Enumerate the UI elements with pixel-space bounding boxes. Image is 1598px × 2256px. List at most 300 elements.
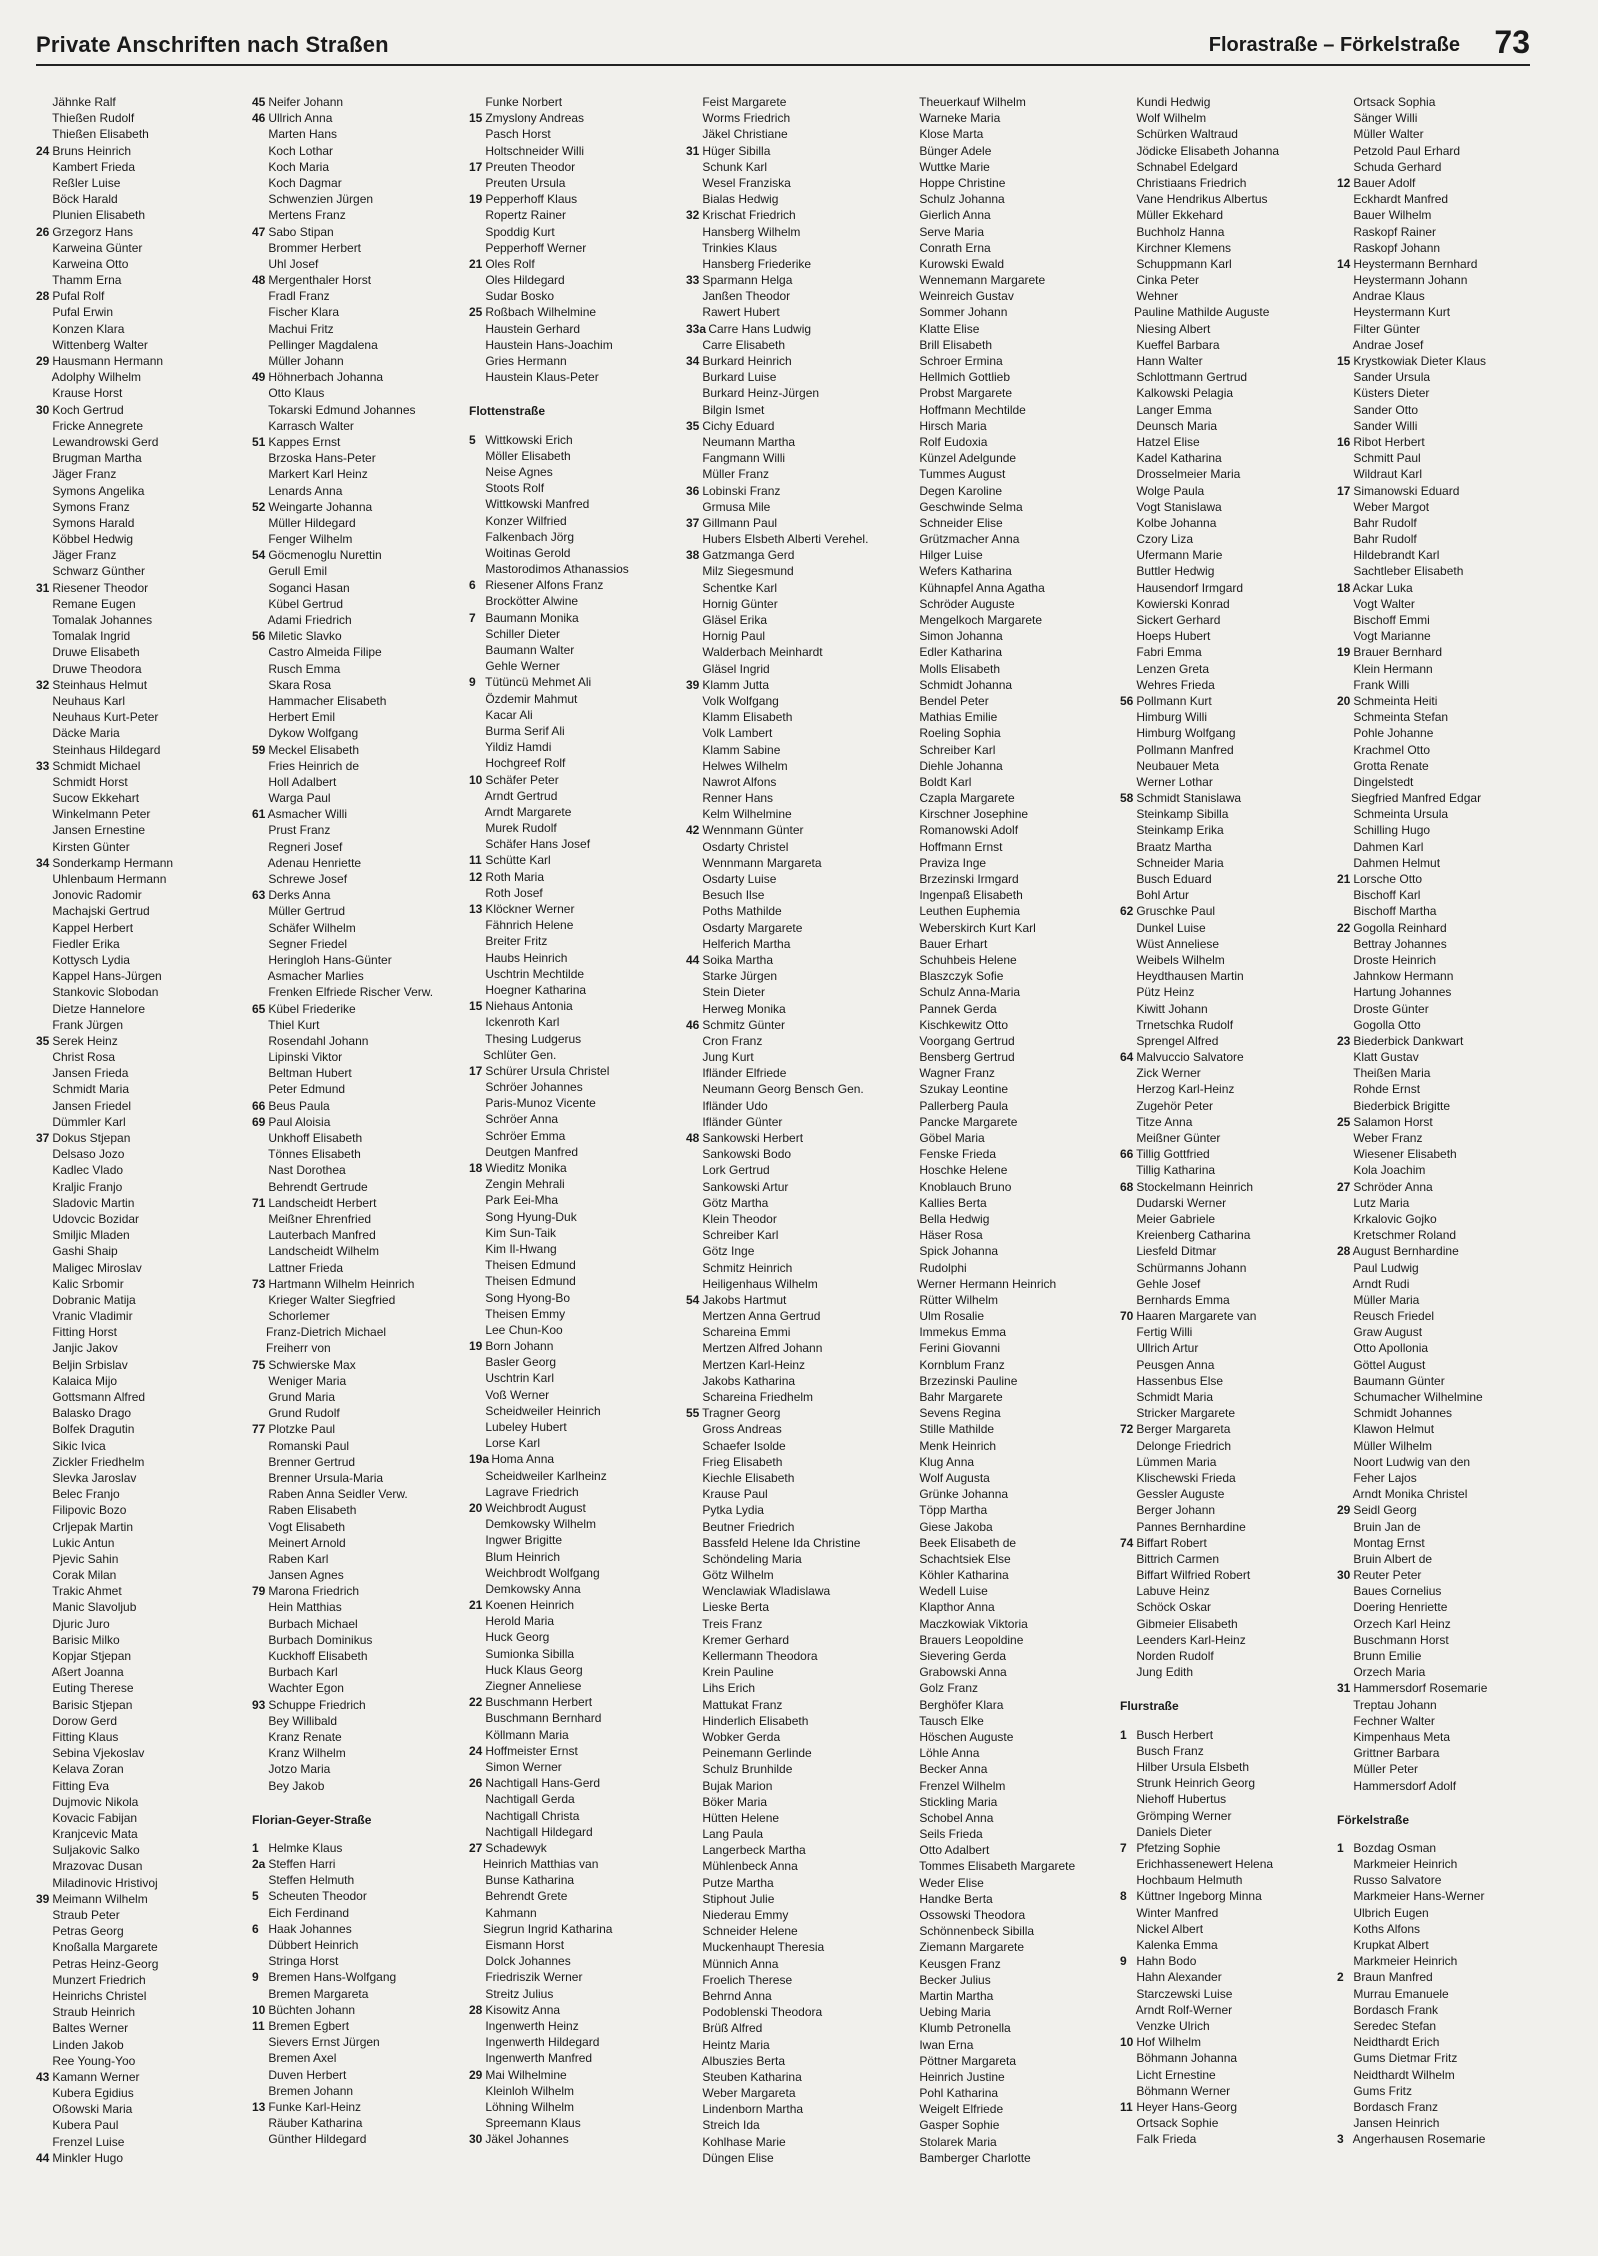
address-entry: [1337, 774, 1549, 790]
resident-name: Woitinas Gerold: [482, 545, 571, 560]
address-entry: [686, 839, 898, 855]
address-entry: [686, 1972, 898, 1988]
address-entry: [36, 1470, 248, 1486]
resident-name: Arndt Rudi: [1350, 1276, 1410, 1291]
resident-name: Bauer Adolf: [1350, 175, 1416, 190]
address-entry: [1337, 725, 1549, 741]
resident-name: Kallies Berta: [916, 1195, 987, 1210]
resident-name: Wesel Franziska: [699, 175, 791, 190]
resident-name: Hoeps Hubert: [1133, 629, 1211, 644]
address-entry: [686, 1405, 898, 1421]
address-entry: [686, 94, 898, 110]
address-entry: [903, 806, 1115, 822]
address-entry: [1337, 1033, 1549, 1049]
address-entry: [1337, 1616, 1549, 1632]
resident-name: Schuhbeis Helene: [916, 952, 1017, 967]
address-entry: [36, 418, 248, 434]
address-entry: [36, 806, 248, 822]
address-entry: [36, 353, 248, 369]
address-entry: [686, 1778, 898, 1794]
address-entry: [1337, 304, 1549, 320]
address-entry: [686, 1081, 898, 1097]
resident-name: Bremen Axel: [265, 2051, 337, 2066]
resident-name: Lindenborn Martha: [699, 2102, 804, 2117]
address-entry: [1337, 742, 1549, 758]
resident-name: Burma Serif Ali: [482, 723, 565, 738]
address-entry: [686, 2020, 898, 2036]
address-entry: [686, 1486, 898, 1502]
resident-name: Vogt Stanislawa: [1133, 499, 1222, 514]
address-entry: [1120, 1583, 1332, 1599]
address-entry: [1120, 1130, 1332, 1146]
resident-name: Mertzen Karl-Heinz: [699, 1357, 806, 1372]
resident-name: Baumann Günter: [1350, 1373, 1445, 1388]
address-entry: [903, 369, 1115, 385]
resident-name: Osdarty Margarete: [699, 920, 803, 935]
resident-name: Nachtigall Christa: [482, 1808, 580, 1823]
resident-name: Bohl Artur: [1133, 888, 1190, 903]
resident-name: Becker Anna: [916, 1762, 988, 1777]
resident-name: Brugman Martha: [49, 451, 142, 466]
address-entry: [903, 612, 1115, 628]
resident-name: Tokarski Edmund Johannes: [265, 402, 416, 417]
resident-name: Schwarz Günther: [49, 564, 146, 579]
resident-name: Kranjcevic Mata: [49, 1827, 138, 1842]
resident-name: Pannes Bernhardine: [1133, 1519, 1246, 1534]
resident-name: Regneri Josef: [265, 839, 343, 854]
address-entry: [252, 1389, 464, 1405]
address-entry: [469, 1597, 681, 1613]
column-3: [469, 94, 681, 2174]
resident-name: Funke Karl-Heinz: [265, 2099, 362, 2114]
address-entry: [686, 1146, 898, 1162]
resident-name: Kahmann: [482, 1905, 537, 1920]
house-number: 16: [1337, 434, 1351, 449]
address-entry: [252, 531, 464, 547]
resident-name: Beek Elisabeth de: [916, 1535, 1017, 1550]
house-number: 18: [469, 1161, 483, 1175]
address-entry: [686, 596, 898, 612]
address-entry: [469, 1306, 681, 1322]
resident-name: Grund Rudolf: [265, 1406, 340, 1421]
resident-name: Langer Emma: [1133, 402, 1212, 417]
address-entry: [903, 1033, 1115, 1049]
resident-name: Pollmann Manfred: [1133, 742, 1234, 757]
resident-name: Ickenroth Karl: [482, 1015, 560, 1030]
address-entry: [903, 1227, 1115, 1243]
resident-name: Schareina Friedhelm: [699, 1390, 814, 1404]
address-entry: [1120, 2002, 1332, 2018]
address-entry: [686, 2053, 898, 2069]
resident-name: Straub Peter: [49, 1908, 120, 1922]
resident-name: Weibels Wilhelm: [1133, 952, 1225, 967]
address-entry: [36, 385, 248, 401]
address-entry: [36, 272, 248, 288]
address-entry: [1120, 515, 1332, 531]
resident-name: Bünger Adele: [916, 143, 992, 158]
resident-name: Fitting Horst: [49, 1325, 118, 1340]
resident-name: Pufal Rolf: [49, 289, 105, 304]
address-entry: [252, 1986, 464, 2002]
address-entry: [1337, 563, 1549, 579]
resident-name: Skara Rosa: [265, 677, 332, 692]
address-entry: [36, 563, 248, 579]
address-entry: [686, 1065, 898, 1081]
address-entry: [469, 1370, 681, 1386]
resident-name: Klamm Jutta: [699, 677, 770, 692]
house-number: 8: [1120, 1889, 1127, 1904]
address-entry: [903, 563, 1115, 579]
resident-name: Wennmann Günter: [699, 823, 804, 838]
house-number: 2a: [252, 1857, 266, 1872]
resident-name: Müller Wilhelm: [1350, 1438, 1433, 1453]
resident-name: Segner Friedel: [265, 936, 348, 951]
resident-name: Sabo Stipan: [265, 224, 334, 239]
resident-name: Jansen Friedel: [49, 1098, 132, 1113]
address-entry: [686, 1502, 898, 1518]
resident-name: Schachtsiek Else: [916, 1551, 1011, 1566]
address-entry: [686, 191, 898, 207]
resident-name: Riesener Theodor: [49, 580, 149, 595]
house-number: 93: [252, 1697, 266, 1712]
resident-name: Schulz Johanna: [916, 192, 1005, 207]
address-entry: [686, 1260, 898, 1276]
resident-name: Ribot Herbert: [1350, 434, 1425, 449]
address-entry: [903, 1745, 1115, 1761]
address-entry: [1337, 1049, 1549, 1065]
address-entry: [1337, 855, 1549, 871]
address-entry: [1120, 337, 1332, 353]
address-entry: [1120, 207, 1332, 223]
resident-name: Günther Hildegard: [265, 2132, 367, 2147]
address-entry: [252, 272, 464, 288]
resident-name: Neubauer Meta: [1133, 758, 1220, 773]
resident-name: Bremen Margareta: [265, 1986, 369, 2001]
address-entry: [36, 887, 248, 903]
address-entry: [1337, 968, 1549, 984]
address-entry: [1337, 709, 1549, 725]
address-entry: [36, 1939, 248, 1955]
resident-name: Schmidt Maria: [1133, 1390, 1214, 1404]
resident-name: Pütz Heinz: [1133, 985, 1195, 1000]
resident-name: Bischoff Karl: [1350, 888, 1421, 903]
resident-name: Aßert Joanna: [49, 1665, 124, 1680]
address-entry: [1337, 1969, 1549, 1985]
resident-name: Jähnke Ralf: [49, 95, 116, 109]
address-entry: [1120, 1227, 1332, 1243]
house-number: 42: [686, 823, 700, 838]
address-entry: [1337, 2131, 1549, 2147]
resident-name: Heydthausen Martin: [1133, 969, 1244, 984]
address-entry: [903, 450, 1115, 466]
address-entry: [1337, 337, 1549, 353]
address-entry: [686, 2134, 898, 2150]
address-entry: [36, 1729, 248, 1745]
address-entry: [903, 887, 1115, 903]
address-entry: [903, 1098, 1115, 1114]
resident-name: Himburg Wolfgang: [1133, 726, 1236, 741]
address-entry: [252, 1921, 464, 1937]
resident-name: Andrae Klaus: [1350, 289, 1425, 304]
resident-name: Herweg Monika: [699, 1001, 786, 1016]
address-entry: [252, 709, 464, 725]
address-entry: [686, 1761, 898, 1777]
resident-name: Eismann Horst: [482, 1938, 565, 1952]
address-entry: [1337, 1081, 1549, 1097]
address-entry: [252, 1292, 464, 1308]
resident-name: Hahn Bodo: [1133, 1954, 1197, 1969]
house-number: 54: [686, 1292, 700, 1307]
resident-name: Orzech Maria: [1350, 1665, 1426, 1680]
address-entry: [903, 94, 1115, 110]
address-entry: [686, 1001, 898, 1017]
address-entry: [36, 1535, 248, 1551]
address-entry: [686, 580, 898, 596]
resident-name: Heystermann Kurt: [1350, 305, 1451, 320]
resident-name: Sickert Gerhard: [1133, 613, 1221, 627]
resident-name: Müller Peter: [1350, 1762, 1419, 1777]
address-entry: [903, 677, 1115, 693]
resident-name: Konzen Klara: [49, 321, 125, 336]
resident-name: Fenske Frieda: [916, 1147, 997, 1162]
resident-name: Bremen Hans-Wolfgang: [265, 1970, 397, 1985]
house-number: 49: [252, 370, 266, 385]
resident-name: Haaren Margarete van: [1133, 1309, 1257, 1324]
address-entry: [903, 855, 1115, 871]
resident-name: Heringloh Hans-Günter: [265, 952, 392, 967]
resident-name: Fiedler Erika: [49, 936, 120, 951]
address-entry: [1120, 434, 1332, 450]
resident-name: Weichbrodt Wolfgang: [482, 1565, 600, 1580]
address-entry: [252, 661, 464, 677]
resident-name: Schorlemer: [265, 1309, 330, 1324]
address-entry: [36, 1875, 248, 1891]
address-entry: [469, 191, 681, 207]
resident-name: Sparmann Helga: [699, 273, 793, 288]
address-entry: [1120, 1872, 1332, 1888]
resident-name: Gläsel Erika: [699, 613, 768, 627]
resident-name: Mengelkoch Margarete: [916, 613, 1043, 627]
address-entry: [469, 1986, 681, 2002]
resident-name: Weichbrodt August: [482, 1500, 586, 1515]
address-entry: [36, 1438, 248, 1454]
address-entry: [903, 434, 1115, 450]
resident-name: Biffart Wilfried Robert: [1133, 1568, 1251, 1583]
address-entry: [686, 677, 898, 693]
resident-name: Wuttke Marie: [916, 159, 990, 174]
address-entry: [36, 304, 248, 320]
resident-name: Liesfeld Ditmar: [1133, 1244, 1217, 1259]
address-entry: [686, 1664, 898, 1680]
address-entry: [252, 1761, 464, 1777]
address-entry: [1120, 304, 1332, 320]
resident-name: Weber Franz: [1350, 1131, 1423, 1145]
resident-name: Arndt Margarete: [482, 804, 572, 819]
resident-name: Rudolphi: [916, 1260, 967, 1275]
address-entry: [686, 936, 898, 952]
address-entry: [1120, 758, 1332, 774]
address-entry: [36, 1810, 248, 1826]
address-entry: [686, 434, 898, 450]
address-entry: [469, 2083, 681, 2099]
resident-name: Frieg Elisabeth: [699, 1454, 783, 1469]
resident-name: Stiphout Julie: [699, 1891, 775, 1906]
resident-name: Nickel Albert: [1133, 1921, 1204, 1936]
resident-name: Schäfer Hans Josef: [482, 837, 591, 852]
address-entry: [252, 1340, 464, 1356]
resident-name: Sachtleber Elisabeth: [1350, 564, 1464, 579]
address-entry: [1120, 126, 1332, 142]
resident-name: Bremen Egbert: [265, 2018, 350, 2033]
resident-name: Schütte Karl: [482, 853, 551, 868]
house-number: 75: [252, 1357, 266, 1372]
resident-name: Ossowski Theodora: [916, 1908, 1026, 1922]
resident-name: Bischoff Emmi: [1350, 613, 1430, 627]
address-entry: [1120, 1260, 1332, 1276]
address-entry: [469, 369, 681, 385]
resident-name: Czory Liza: [1133, 532, 1194, 547]
resident-name: Ziegner Anneliese: [482, 1679, 582, 1693]
resident-name: Busch Herbert: [1133, 1727, 1214, 1742]
address-entry: [903, 790, 1115, 806]
resident-name: Baltes Werner: [49, 2021, 129, 2036]
address-entry: [36, 2053, 248, 2069]
resident-name: Miladinovic Hristivoj: [49, 1875, 158, 1890]
address-entry: [36, 515, 248, 531]
resident-name: Fertig Willi: [1133, 1325, 1193, 1340]
column-6: [1120, 94, 1332, 2174]
resident-name: Frank Jürgen: [49, 1017, 124, 1032]
resident-name: Hansberg Friederike: [699, 256, 812, 271]
resident-name: Druwe Theodora: [49, 661, 142, 676]
resident-name: Heintz Maria: [699, 2037, 770, 2052]
resident-name: Kiwitt Johann: [1133, 1001, 1208, 1016]
address-entry: [36, 1486, 248, 1502]
resident-name: Meißner Günter: [1133, 1131, 1221, 1145]
address-entry: [469, 1710, 681, 1726]
resident-name: Treis Franz: [699, 1616, 763, 1631]
address-entry: [1120, 547, 1332, 563]
resident-name: Walderbach Meinhardt: [699, 645, 823, 660]
resident-name: Burkard Heinz-Jürgen: [699, 386, 820, 401]
address-entry: [903, 2020, 1115, 2036]
address-entry: [252, 1551, 464, 1567]
address-entry: [903, 1697, 1115, 1713]
resident-name: Lagrave Friedrich: [482, 1484, 579, 1499]
address-entry: [469, 2115, 681, 2131]
address-entry: [252, 1840, 464, 1856]
resident-name: Brockötter Alwine: [482, 594, 579, 609]
address-entry: [469, 1144, 681, 1160]
house-number: 11: [1120, 2099, 1133, 2114]
house-number: 68: [1120, 1179, 1134, 1194]
address-entry: [1120, 1808, 1332, 1824]
address-entry: [469, 1565, 681, 1581]
address-entry: [36, 1211, 248, 1227]
address-entry: [1120, 1519, 1332, 1535]
address-entry: [36, 580, 248, 596]
resident-name: Böhmann Werner: [1133, 2083, 1231, 2098]
resident-name: Büchten Johann: [265, 2002, 356, 2017]
address-entry: [252, 1713, 464, 1729]
resident-name: Schrewe Josef: [265, 872, 348, 886]
address-entry: [469, 982, 681, 998]
resident-name: Carre Hans Ludwig: [705, 321, 812, 336]
address-entry: [686, 1680, 898, 1696]
resident-name: Nast Dorothea: [265, 1163, 346, 1178]
address-entry: [252, 1211, 464, 1227]
resident-name: Maligec Miroslav: [49, 1260, 142, 1275]
address-entry: [686, 1875, 898, 1891]
address-entry: [469, 1063, 681, 1079]
address-entry: [252, 984, 464, 1000]
address-entry: [252, 936, 464, 952]
resident-name: Buttler Hedwig: [1133, 564, 1215, 579]
address-entry: [252, 1729, 464, 1745]
resident-name: Warga Paul: [265, 791, 331, 806]
address-entry: [903, 1664, 1115, 1680]
resident-name: Arndt Gertrud: [482, 788, 558, 803]
resident-name: Lobinski Franz: [699, 483, 781, 498]
address-entry: [686, 2101, 898, 2117]
resident-name: Kirsten Günter: [49, 839, 130, 854]
resident-name: Kranz Renate: [265, 1729, 342, 1744]
resident-name: Brüß Alfred: [699, 2021, 763, 2036]
address-entry: [1120, 806, 1332, 822]
address-entry: [36, 661, 248, 677]
resident-name: Küttner Ingeborg Minna: [1133, 1889, 1262, 1904]
address-entry: [903, 920, 1115, 936]
address-entry: [36, 693, 248, 709]
address-entry: [469, 869, 681, 885]
resident-name: Neuhaus Kurt-Peter: [49, 710, 159, 725]
resident-name: Boldt Karl: [916, 774, 972, 789]
section-title: Private Anschriften nach Straßen: [36, 32, 389, 57]
resident-name: Stein Dieter: [699, 985, 766, 1000]
resident-name: Schmidt Johannes: [1350, 1406, 1453, 1421]
address-entry: [903, 661, 1115, 677]
resident-name: Rusch Emma: [265, 661, 341, 676]
address-entry: [252, 2002, 464, 2018]
resident-name: Daniels Dieter: [1133, 1824, 1212, 1839]
resident-name: Volk Wolfgang: [699, 693, 779, 708]
resident-name: Frenzel Wilhelm: [916, 1778, 1006, 1793]
resident-name: Podoblenski Theodora: [699, 2005, 823, 2020]
resident-name: Orzech Karl Heinz: [1350, 1616, 1451, 1631]
address-entry: [903, 1373, 1115, 1389]
address-entry: [1337, 1502, 1549, 1518]
resident-name: Romanski Paul: [265, 1438, 350, 1453]
resident-name: Osdarty Luise: [699, 872, 777, 886]
resident-name: Köhler Katharina: [916, 1568, 1009, 1583]
resident-name: Buchholz Hanna: [1133, 224, 1225, 239]
address-entry: [252, 644, 464, 660]
resident-name: Druwe Elisabeth: [49, 645, 140, 660]
resident-name: Pohl Katharina: [916, 2086, 999, 2101]
resident-name: Wolge Paula: [1133, 483, 1205, 498]
resident-name: Gehle Werner: [482, 659, 560, 674]
resident-name: Hubers Elsbeth Alberti Verehel.: [699, 532, 869, 547]
resident-name: Theisen Edmund: [482, 1258, 576, 1273]
resident-name: Crljepak Martin: [49, 1519, 134, 1534]
address-entry: [1120, 725, 1332, 741]
resident-name: Demkowsky Wilhelm: [482, 1517, 597, 1532]
address-entry: [469, 1290, 681, 1306]
house-number: 5: [252, 1889, 259, 1904]
resident-name: Sikic Ivica: [49, 1438, 106, 1453]
resident-name: Schröder Anna: [1350, 1179, 1433, 1194]
address-entry: [469, 2099, 681, 2115]
